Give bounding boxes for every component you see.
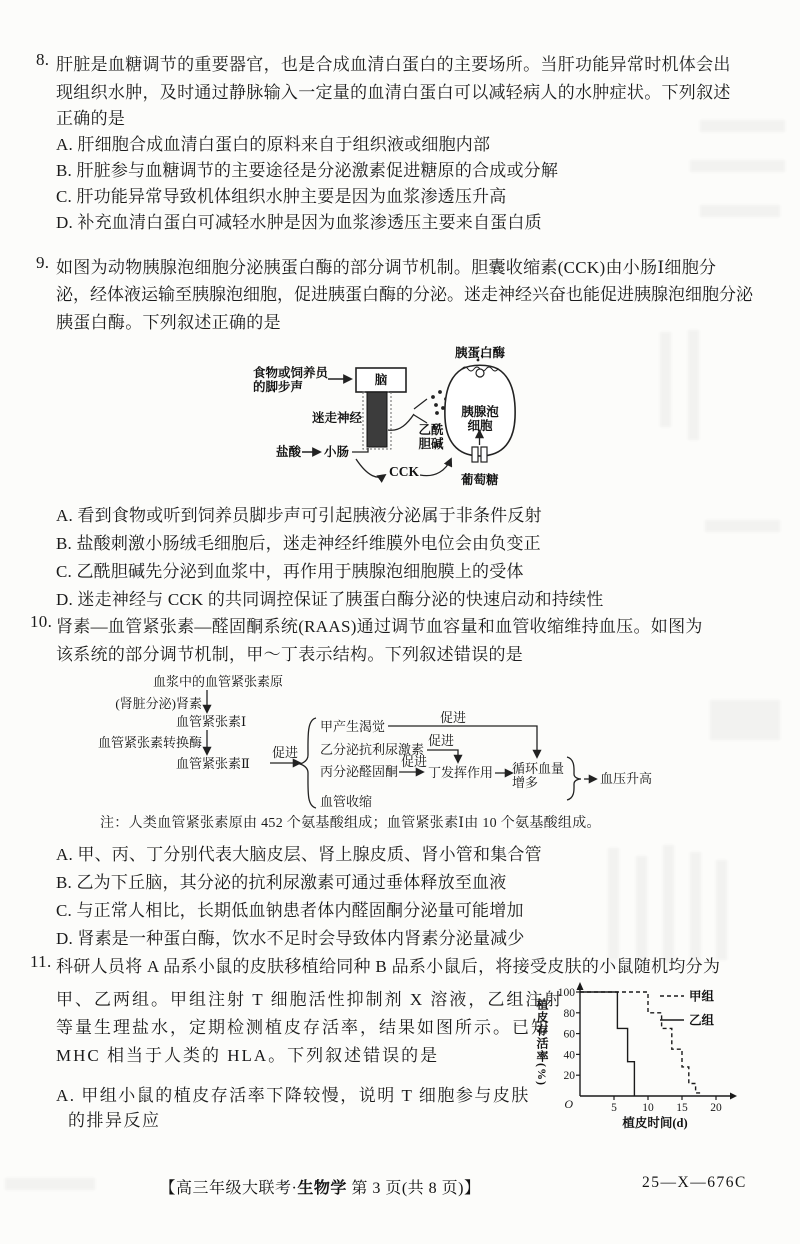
- q10-label-angiotensinogen: 血浆中的血管紧张素原: [153, 674, 284, 689]
- q9-label-vagus-nerve: 迷走神经: [312, 411, 363, 425]
- bleed-artifact: [705, 520, 780, 532]
- q11-option-a-line2: 的排异反应: [68, 1111, 161, 1130]
- survival-chart-svg: [554, 980, 766, 1138]
- q11-skin-graft-survival-chart: [554, 980, 766, 1138]
- bleed-artifact: [690, 852, 701, 962]
- q8-stem-line: 肝脏是血糖调节的重要器官，也是合成血清白蛋白的主要场所。当肝功能异常时机体会出: [56, 55, 731, 74]
- q8-option-a: A. 肝细胞合成血清白蛋白的原料来自于组织液或细胞内部: [56, 135, 491, 154]
- q10-label-angiotensin2: 血管紧张素Ⅱ: [176, 756, 250, 771]
- q10-label-blood-volume: 循环血量 增多: [512, 761, 565, 790]
- q10-number: 10.: [30, 612, 53, 631]
- q10-stem-line: 该系统的部分调节机制，甲～丁表示结构。下列叙述错误的是: [56, 645, 524, 664]
- q9-label-trypsin: 胰蛋白酶: [455, 346, 506, 360]
- q9-stem-line: 泌，经体液运输至胰腺泡细胞，促进胰蛋白酶的分泌。迷走神经兴奋也能促进胰腺泡细胞分泌: [56, 285, 753, 304]
- bleed-artifact: [608, 848, 619, 960]
- q10-label-renin: (肾脏分泌)肾素: [115, 696, 202, 711]
- q9-label-stimulus: 食物或饲养员 的脚步声: [253, 366, 329, 394]
- q8-option-b: B. 肝脏参与血糖调节的主要途径是分泌激素促进糖原的合成或分解: [56, 161, 559, 180]
- q8-stem-line: 正确的是: [56, 109, 126, 128]
- q9-option-c: C. 乙酰胆碱先分泌到血浆中，再作用于胰腺泡细胞膜上的受体: [56, 562, 524, 581]
- footer-subject: 生物学: [297, 1180, 347, 1197]
- svg-text:80: 80: [563, 1007, 575, 1020]
- q11-number: 11.: [30, 952, 52, 971]
- q8-number: 8.: [36, 50, 50, 69]
- q8-option-c: C. 肝功能异常导致机体组织水肿主要是因为血浆渗透压升高: [56, 187, 507, 206]
- svg-text:O: O: [564, 1097, 573, 1111]
- q9-label-hydrochloric-acid: 盐酸: [276, 445, 302, 459]
- q8-option-d: D. 补充血清白蛋白可减轻水肿是因为血浆渗透压主要来自蛋白质: [56, 213, 542, 232]
- q11-stem-line: 等量生理盐水，定期检测植皮存活率，结果如图所示。已知: [56, 1018, 550, 1037]
- bleed-artifact: [700, 120, 785, 132]
- q11-stem-line: MHC 相当于人类的 HLA。下列叙述错误的是: [56, 1046, 440, 1065]
- q10-label-angiotensin1: 血管紧张素Ⅰ: [176, 714, 247, 729]
- q11-stem-line: 甲、乙两组。甲组注射 T 细胞活性抑制剂 X 溶液，乙组注射: [56, 990, 564, 1009]
- q9-option-b: B. 盐酸刺激小肠绒毛细胞后，迷走神经纤维膜外电位会由负变正: [56, 534, 541, 553]
- q9-stem-line: 胰蛋白酶。下列叙述正确的是: [56, 313, 281, 332]
- svg-text:甲组: 甲组: [689, 989, 715, 1004]
- bleed-artifact: [690, 160, 785, 172]
- q10-option-d: D. 肾素是一种蛋白酶，饮水不足时会导致体内肾素分泌量减少: [56, 929, 525, 948]
- q10-label-thirst: 甲产生渴觉: [320, 719, 386, 734]
- q10-option-a: A. 甲、丙、丁分别代表大脑皮层、肾上腺皮质、肾小管和集合管: [56, 845, 542, 864]
- q9-number: 9.: [36, 253, 50, 272]
- bleed-artifact: [663, 845, 674, 963]
- svg-text:20: 20: [710, 1102, 722, 1114]
- q10-raas-diagram: [88, 670, 728, 818]
- q10-label-promote-mid: 促进: [428, 733, 455, 748]
- svg-text:20: 20: [563, 1070, 575, 1083]
- footer-page-info: [0, 1175, 640, 1198]
- q10-option-b: B. 乙为下丘脑，其分泌的抗利尿激素可通过垂体释放至血液: [56, 873, 507, 892]
- q9-label-small-intestine: 小肠: [324, 445, 350, 459]
- svg-text:40: 40: [563, 1049, 575, 1062]
- svg-text:60: 60: [563, 1028, 575, 1041]
- q9-label-acetylcholine: 乙酰 胆碱: [418, 423, 444, 451]
- bleed-artifact: [700, 205, 780, 217]
- footer-suffix: 第 3 页(共 8 页)】: [346, 1180, 481, 1197]
- q11-stem-line: 科研人员将 A 品系小鼠的皮肤移植给同种 B 品系小鼠后，将接受皮肤的小鼠随机均分为: [56, 957, 721, 976]
- q11-option-a-line1: A. 甲组小鼠的植皮存活率下降较慢，说明 T 细胞参与皮肤: [56, 1086, 530, 1105]
- q10-label-adh: 乙分泌抗利尿激素: [320, 742, 425, 757]
- footer-paper-code: 25—X—676C: [642, 1174, 747, 1191]
- q10-label-aldosterone: 丙分泌醛固酮: [320, 764, 399, 779]
- q10-label-promote-bot: 促进: [401, 754, 428, 769]
- q10-stem-line: 肾素—血管紧张素—醛固酮系统(RAAS)通过调节血容量和血管收缩维持血压。如图为: [56, 617, 703, 636]
- bleed-artifact: [636, 856, 647, 960]
- q10-label-ding-effect: 丁发挥作用: [428, 765, 494, 780]
- bleed-artifact: [660, 332, 671, 427]
- q10-label-blood-pressure-rise: 血压升高: [600, 771, 653, 786]
- q9-stem-line: 如图为动物胰腺泡细胞分泌胰蛋白酶的部分调节机制。胆囊收缩素(CCK)由小肠Ⅰ细胞分: [56, 258, 717, 277]
- svg-text:乙组: 乙组: [689, 1013, 715, 1028]
- q9-option-a: A. 看到食物或听到饲养员脚步声可引起胰液分泌属于非条件反射: [56, 506, 542, 525]
- chart-y-axis-label: 植皮存活率(%): [535, 998, 549, 1086]
- q9-label-glucose: 葡萄糖: [461, 473, 499, 487]
- svg-text:10: 10: [642, 1102, 654, 1114]
- q9-label-cck: CCK: [389, 464, 419, 479]
- q9-label-acinar-cell: 胰腺泡 细胞: [461, 405, 499, 433]
- q10-label-promote-1: 促进: [272, 745, 299, 760]
- q10-option-c: C. 与正常人相比，长期低血钠患者体内醛固酮分泌量可能增加: [56, 901, 524, 920]
- q8-stem-line: 现组织水肿，及时通过静脉输入一定量的血清白蛋白可以减轻病人的水肿症状。下列叙述: [56, 83, 731, 102]
- q10-note: 注：人类血管紧张素原由 452 个氨基酸组成；血管紧张素Ⅰ由 10 个氨基酸组成。: [100, 816, 601, 831]
- svg-text:植皮时间(d): 植皮时间(d): [622, 1116, 688, 1130]
- q10-label-vasoconstriction: 血管收缩: [320, 794, 373, 809]
- svg-text:100: 100: [557, 987, 575, 999]
- q10-label-converting-enzyme: 血管紧张素转换酶: [97, 735, 202, 750]
- q9-option-d: D. 迷走神经与 CCK 的共同调控保证了胰蛋白酶分泌的快速启动和持续性: [56, 590, 604, 609]
- footer-prefix: 【高三年级大联考·: [159, 1180, 298, 1197]
- bleed-artifact: [716, 860, 727, 960]
- svg-text:15: 15: [676, 1102, 688, 1114]
- q10-label-promote-top: 促进: [440, 710, 467, 725]
- bleed-artifact: [688, 330, 699, 440]
- svg-text:5: 5: [611, 1102, 617, 1114]
- q9-label-brain: 脑: [374, 373, 388, 387]
- q9-pancreas-regulation-diagram: [240, 335, 570, 500]
